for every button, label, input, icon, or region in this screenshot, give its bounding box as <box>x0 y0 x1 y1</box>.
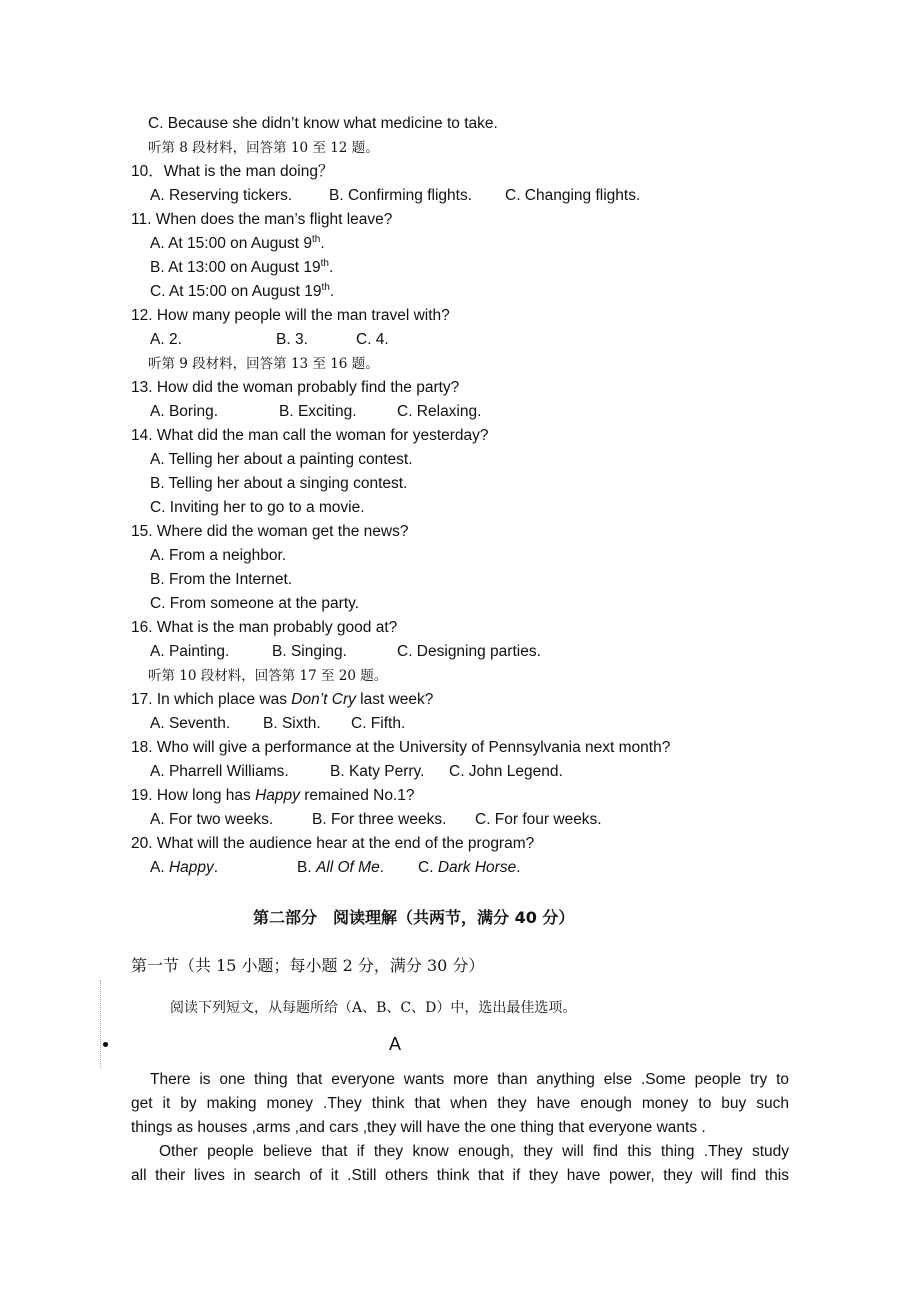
passage-line: There is one thing that everyone wants more than anything else .Some people try to <box>150 1071 789 1088</box>
passage-line: Other people believe that if they know enough, they will find this thing .They study <box>159 1143 789 1160</box>
q12-option-a: A. 2. <box>150 331 182 348</box>
question-text: 17. In which place was <box>131 691 292 708</box>
bullet-icon <box>103 1042 108 1047</box>
q14-option-a: A. Telling her about a painting contest. <box>150 451 413 468</box>
question-text: remained No.1? <box>299 787 415 804</box>
q13-option-b: B. Exciting. <box>279 403 357 420</box>
q14-option-b: B. Telling her about a singing contest. <box>150 475 408 492</box>
q17-option-a: A. Seventh. <box>150 715 231 732</box>
q20-option-a <box>150 858 218 878</box>
superscript: th <box>320 257 329 269</box>
q14-option-c: C. Inviting her to go to a movie. <box>150 499 365 516</box>
question-text: last week? <box>355 691 434 708</box>
question-15: 15. Where did the woman get the news? <box>131 523 409 540</box>
question-14: 14. What did the man call the woman for yesterday? <box>131 427 489 444</box>
song-title: Dark Horse <box>437 859 517 876</box>
song-title: Don’t Cry <box>291 691 356 708</box>
song-title: Happy <box>255 787 300 804</box>
superscript: th <box>321 281 330 293</box>
option-letter: B. <box>297 859 316 876</box>
q19-option-b: B. For three weeks. <box>312 811 447 828</box>
q15-option-b: B. From the Internet. <box>150 571 293 588</box>
q12-option-c: C. 4. <box>356 331 389 348</box>
question-text: 19. How long has <box>131 787 256 804</box>
passage-label: A <box>389 1034 402 1054</box>
q12-option-b: B. 3. <box>276 331 308 348</box>
q20-option-c <box>418 858 521 878</box>
q18-option-b: B. Katy Perry. <box>330 763 425 780</box>
passage-line: get it by making money .They think that when they have enough money to buy such <box>131 1095 789 1112</box>
section-9-instruction: 听第 9 段材料，回答第 13 至 16 题。 <box>148 356 379 372</box>
q19-option-c: C. For four weeks. <box>475 811 602 828</box>
option-letter: A. <box>150 859 169 876</box>
q11-option-c: C. At 15:00 on August 19th. <box>150 281 335 300</box>
song-title: Happy <box>168 859 214 876</box>
option-text: C. At 15:00 on August 19 <box>150 283 322 300</box>
section-8-instruction: 听第 8 段材料，回答第 10 至 12 题。 <box>148 140 379 156</box>
section-1-heading: 第一节（共 15 小题；每小题 2 分，满分 30 分） <box>131 956 485 975</box>
q16-option-c: C. Designing parties. <box>397 643 541 660</box>
q10-option-c: C. Changing flights. <box>505 187 641 204</box>
question-17 <box>131 690 433 710</box>
question-10: 10．What is the man doing？ <box>131 163 334 180</box>
question-13: 13. How did the woman probably find the party? <box>131 379 460 396</box>
q10-option-a: A. Reserving tickers. <box>150 187 293 204</box>
question-12: 12. How many people will the man travel with? <box>131 307 450 324</box>
q11-option-b: B. At 13:00 on August 19th. <box>150 257 334 276</box>
q15-option-c: C. From someone at the party. <box>150 595 360 612</box>
passage-line: all their lives in search of it .Still others think that if they have power, they will find this <box>131 1167 789 1184</box>
period: . <box>379 859 384 876</box>
q18-option-c: C. John Legend. <box>449 763 563 780</box>
q11-option-a: A. At 15:00 on August 9th. <box>150 233 325 252</box>
q19-option-a: A. For two weeks. <box>150 811 274 828</box>
part-heading: 第二部分 阅读理解（共两节，满分 40 分） <box>253 908 575 927</box>
section-10-instruction: 听第 10 段材料，回答第 17 至 20 题。 <box>148 668 388 684</box>
q10-option-b: B. Confirming flights. <box>329 187 472 204</box>
q17-option-b: B. Sixth. <box>263 715 321 732</box>
option-text: A. At 15:00 on August 9 <box>150 235 313 252</box>
option-text: B. At 13:00 on August 19 <box>150 259 321 276</box>
question-19 <box>131 786 414 806</box>
margin-dotted-line <box>100 980 101 1068</box>
q20-option-b <box>297 858 384 878</box>
q13-option-c: C. Relaxing. <box>397 403 482 420</box>
song-title: All Of Me <box>315 859 380 876</box>
q15-option-a: A. From a neighbor. <box>150 547 287 564</box>
q17-option-c: C. Fifth. <box>351 715 406 732</box>
q16-option-a: A. Painting. <box>150 643 230 660</box>
period: . <box>213 859 219 876</box>
q9-option-c: C. Because she didn’t know what medicine to take. <box>148 115 498 132</box>
question-18: 18. Who will give a performance at the University of Pennsylvania next month? <box>131 739 671 756</box>
option-letter: C. <box>418 859 438 876</box>
q13-option-a: A. Boring. <box>150 403 219 420</box>
superscript: th <box>312 233 321 245</box>
q16-option-b: B. Singing. <box>272 643 347 660</box>
question-20: 20. What will the audience hear at the end of the program? <box>131 835 535 852</box>
reading-instruction: 阅读下列短文，从每题所给（A、B、C、D）中，选出最佳选项。 <box>170 1000 577 1016</box>
passage-line: things as houses ,arms ,and cars ,they will have the one thing that everyone wants . <box>131 1119 706 1136</box>
question-11: 11. When does the man’s flight leave? <box>131 211 393 228</box>
question-16: 16. What is the man probably good at? <box>131 619 398 636</box>
q18-option-a: A. Pharrell Williams. <box>150 763 289 780</box>
period: . <box>516 859 521 876</box>
